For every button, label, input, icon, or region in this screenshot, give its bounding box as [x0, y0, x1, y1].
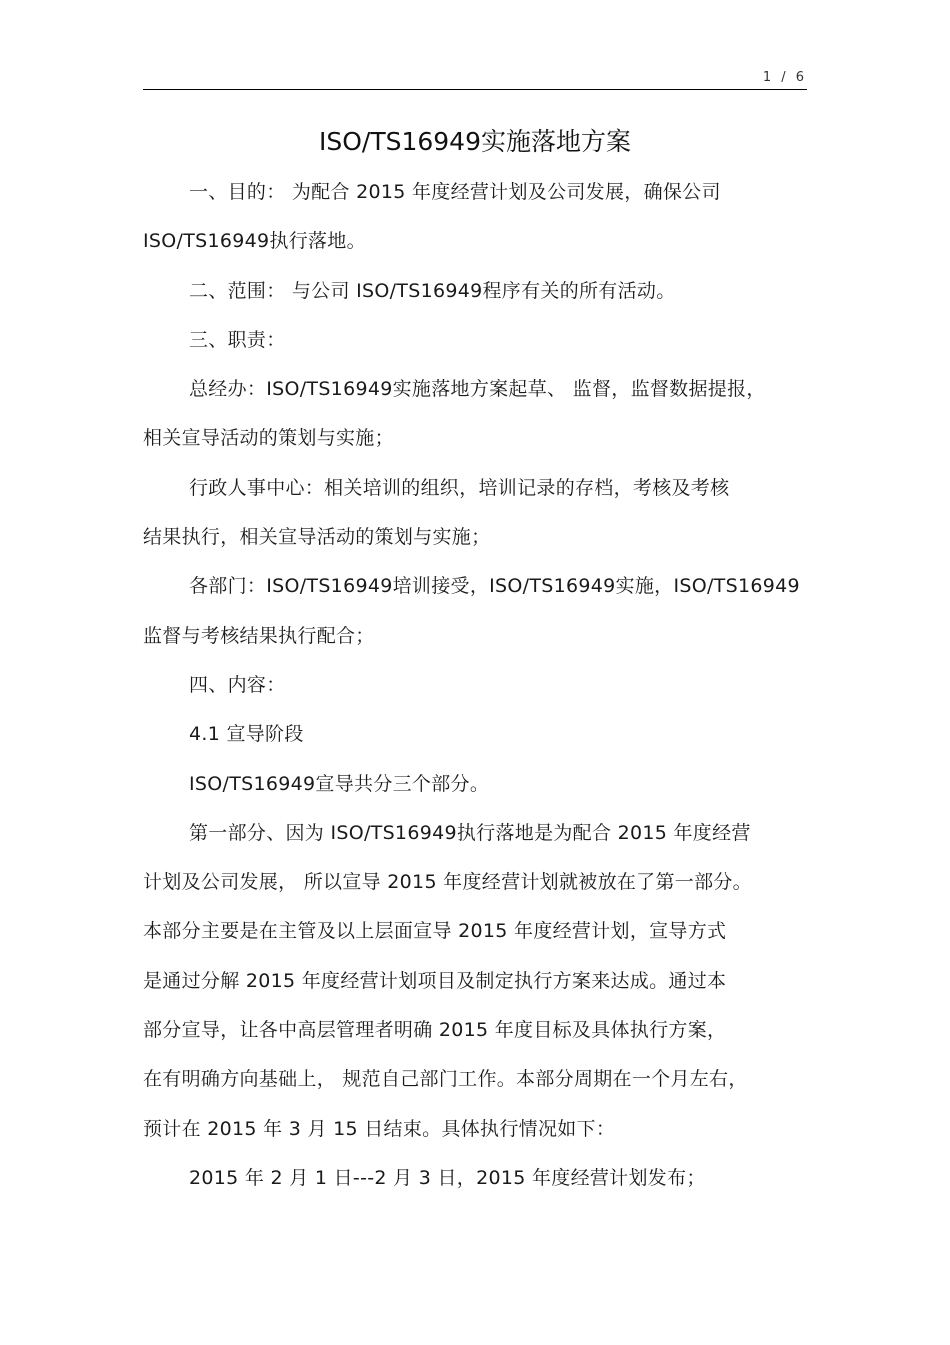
paragraph-line: 总经办：ISO/TS16949实施落地方案起草、 监督，监督数据提报，: [189, 378, 766, 401]
paragraph-line: 在有明确方向基础上， 规范自己部门工作。本部分周期在一个月左右，: [143, 1068, 748, 1091]
paragraph-line: 预计在 2015 年 3 月 15 日结束。具体执行情况如下：: [143, 1117, 616, 1140]
paragraph-line: 部分宣导，让各中高层管理者明确 2015 年度目标及具体执行方案，: [143, 1019, 727, 1042]
paragraph-line: 监督与考核结果执行配合；: [143, 624, 375, 647]
page-number: 1 / 6: [762, 70, 807, 85]
paragraph-line: 本部分主要是在主管及以上层面宣导 2015 年度经营计划，宣导方式: [143, 920, 727, 943]
paragraph-line: 4.1 宣导阶段: [189, 723, 304, 746]
paragraph-line: 计划及公司发展， 所以宣导 2015 年度经营计划就被放在了第一部分。: [143, 871, 752, 894]
paragraph-line: 第一部分、因为 ISO/TS16949执行落地是为配合 2015 年度经营: [189, 821, 751, 844]
paragraph-line: 三、职责：: [189, 328, 286, 351]
paragraph-line: 是通过分解 2015 年度经营计划项目及制定执行方案来达成。通过本: [143, 969, 727, 992]
paragraph-line: 行政人事中心：相关培训的组织，培训记录的存档，考核及考核: [189, 476, 730, 499]
document-body: [143, 168, 813, 1203]
paragraph-line: 结果执行，相关宣导活动的策划与实施；: [143, 526, 491, 549]
paragraph-line: 一、目的： 为配合 2015 年度经营计划及公司发展，确保公司: [189, 181, 721, 203]
paragraph-line: ISO/TS16949宣导共分三个部分。: [189, 772, 490, 795]
paragraph-line: 四、内容：: [189, 673, 286, 696]
paragraph-line: ISO/TS16949执行落地。: [143, 230, 366, 253]
header-rule: [143, 89, 807, 90]
paragraph-line: 2015 年 2 月 1 日---2 月 3 日，2015 年度经营计划发布；: [189, 1166, 706, 1189]
paragraph-line: 各部门：ISO/TS16949培训接受，ISO/TS16949实施，ISO/TS16949: [189, 575, 800, 598]
paragraph-line: 二、范围： 与公司 ISO/TS16949程序有关的所有活动。: [189, 279, 676, 302]
paragraph-line: 相关宣导活动的策划与实施；: [143, 427, 394, 450]
document-title: ISO/TS16949实施落地方案: [318, 127, 631, 156]
